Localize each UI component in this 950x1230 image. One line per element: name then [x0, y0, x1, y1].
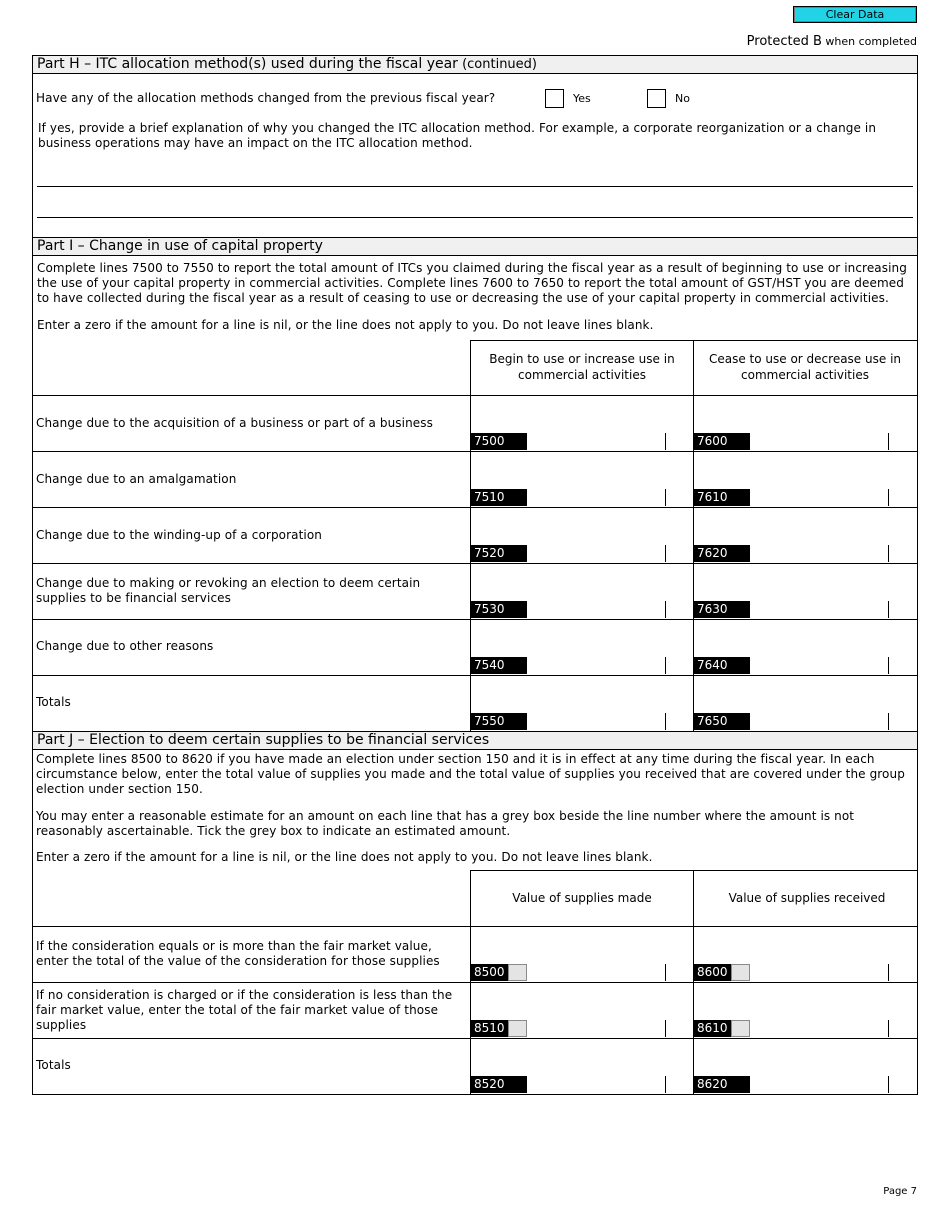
cents-separator — [888, 1020, 889, 1037]
no-checkbox[interactable] — [647, 89, 666, 108]
estimate-checkbox-8510[interactable] — [508, 1020, 527, 1037]
clear-data-button[interactable]: Clear Data — [793, 6, 917, 23]
cents-separator — [888, 964, 889, 981]
part-i-header — [32, 237, 918, 256]
amount-field-8620[interactable] — [751, 1039, 917, 1095]
amount-field-8510[interactable] — [528, 983, 692, 1039]
cents-separator — [665, 657, 666, 674]
no-label: No — [675, 92, 690, 105]
line-code: 7500 — [470, 433, 527, 450]
estimate-checkbox-8500[interactable] — [508, 964, 527, 981]
line-code: 8620 — [693, 1076, 750, 1093]
cents-separator — [888, 657, 889, 674]
part-j-col-head-top — [470, 870, 918, 871]
cents-separator — [888, 489, 889, 506]
part-i-col2-header: Cease to use or decrease use in commercial activities — [708, 352, 902, 382]
cents-separator — [665, 1076, 666, 1093]
protected-main: Protected B — [746, 34, 822, 49]
line-code: 8600 — [693, 964, 731, 981]
protected-b-notice — [747, 34, 917, 49]
part-j-instructions: Complete lines 8500 to 8620 if you have made an election under section 150 and it is in effect at any time during the fiscal year. In each circumstance below, enter the total value of supplies you made and the total value of supplies you received that are covered under the group election under section 150. — [36, 752, 905, 796]
part-h-continued: (continued) — [457, 57, 537, 72]
part-i-col1-header: Begin to use or increase use in commercial activities — [489, 352, 675, 382]
part-j-header — [32, 731, 918, 750]
line-code: 7520 — [470, 545, 527, 562]
part-j-zero-note: Enter a zero if the amount for a line is nil, or the line does not apply to you. Do not leave lines blank. — [36, 850, 653, 864]
explanation-instructions: If yes, provide a brief explanation of why you changed the ITC allocation method. For example, a corporate reorganization or a change in business operations may have an impact on the ITC allocation method. — [38, 121, 877, 150]
part-j-row-label: If no consideration is charged or if the consideration is less than the fair market value, enter the total of the fair market value of those supplies — [36, 988, 453, 1032]
estimate-checkbox-8610[interactable] — [731, 1020, 750, 1037]
line-code: 8510 — [470, 1020, 508, 1037]
cents-separator — [888, 601, 889, 618]
part-j-totals-label: Totals — [36, 1058, 71, 1072]
estimate-checkbox-8600[interactable] — [731, 964, 750, 981]
part-h-header — [32, 55, 918, 74]
part-j-estimate-note: You may enter a reasonable estimate for an amount on each line that has a grey box beside the line number where the amount is not reasonably ascertainable. Tick the grey box to indicate an estimated amount. — [36, 809, 855, 838]
part-i-row-label: Change due to other reasons — [36, 639, 214, 653]
cents-separator — [665, 601, 666, 618]
part-i-totals-label: Totals — [36, 695, 71, 709]
cents-separator — [665, 964, 666, 981]
part-i-row-label: Change due to the acquisition of a business or part of a business — [36, 416, 433, 430]
line-code: 7600 — [693, 433, 750, 450]
part-j-row-label: If the consideration equals or is more than the fair market value, enter the total of the value of the consideration for those supplies — [36, 939, 440, 968]
line-code: 7630 — [693, 601, 750, 618]
line-code: 7510 — [470, 489, 527, 506]
line-code: 7550 — [470, 713, 527, 730]
part-h-title: Part H – ITC allocation method(s) used during the fiscal year — [37, 56, 458, 72]
part-i-row-label: Change due to making or revoking an election to deem certain supplies to be financial services — [36, 576, 421, 605]
line-code: 7610 — [693, 489, 750, 506]
yes-label: Yes — [573, 92, 591, 105]
cents-separator — [665, 713, 666, 730]
amount-field-8520[interactable] — [528, 1039, 692, 1095]
page-number: Page 7 — [883, 1186, 917, 1197]
yes-checkbox[interactable] — [545, 89, 564, 108]
line-code: 7650 — [693, 713, 750, 730]
cents-separator — [665, 545, 666, 562]
cents-separator — [665, 489, 666, 506]
line-code: 7620 — [693, 545, 750, 562]
cents-separator — [888, 545, 889, 562]
part-i-row-label: Change due to an amalgamation — [36, 472, 237, 486]
part-i-zero-note: Enter a zero if the amount for a line is nil, or the line does not apply to you. Do not leave lines blank. — [37, 318, 654, 332]
part-j-title: Part J – Election to deem certain supplies to be financial services — [37, 732, 490, 748]
amount-field-8500[interactable] — [528, 927, 692, 983]
amount-field-8600[interactable] — [751, 927, 917, 983]
cents-separator — [888, 433, 889, 450]
part-i-title: Part I – Change in use of capital property — [37, 238, 323, 254]
protected-small: when completed — [821, 35, 917, 48]
part-j-col1-header: Value of supplies made — [512, 891, 652, 905]
cents-separator — [665, 433, 666, 450]
part-i-col-head-top — [470, 340, 918, 341]
part-i-row-label: Change due to the winding-up of a corporation — [36, 528, 322, 542]
explanation-line-2[interactable] — [37, 217, 913, 218]
cents-separator — [888, 713, 889, 730]
line-code: 8610 — [693, 1020, 731, 1037]
allocation-changed-question: Have any of the allocation methods changed from the previous fiscal year? — [36, 91, 496, 105]
amount-field-8610[interactable] — [751, 983, 917, 1039]
part-i-instructions: Complete lines 7500 to 7550 to report the total amount of ITCs you claimed during the fiscal year as a result of beginning to use or increasing the use of your capital property in commercial activities. Complete lines 7600 to 7650 to report the total amount of GST/HST you are deemed to have collected during the fiscal year as a result of ceasing to use or decreasing the use of your capital property in commercial activities. — [37, 261, 907, 305]
explanation-line-1[interactable] — [37, 186, 913, 187]
part-j-col2-header: Value of supplies received — [728, 891, 886, 905]
cents-separator — [888, 1076, 889, 1093]
line-code: 7530 — [470, 601, 527, 618]
line-code: 7540 — [470, 657, 527, 674]
line-code: 8500 — [470, 964, 508, 981]
cents-separator — [665, 1020, 666, 1037]
line-code: 8520 — [470, 1076, 527, 1093]
line-code: 7640 — [693, 657, 750, 674]
